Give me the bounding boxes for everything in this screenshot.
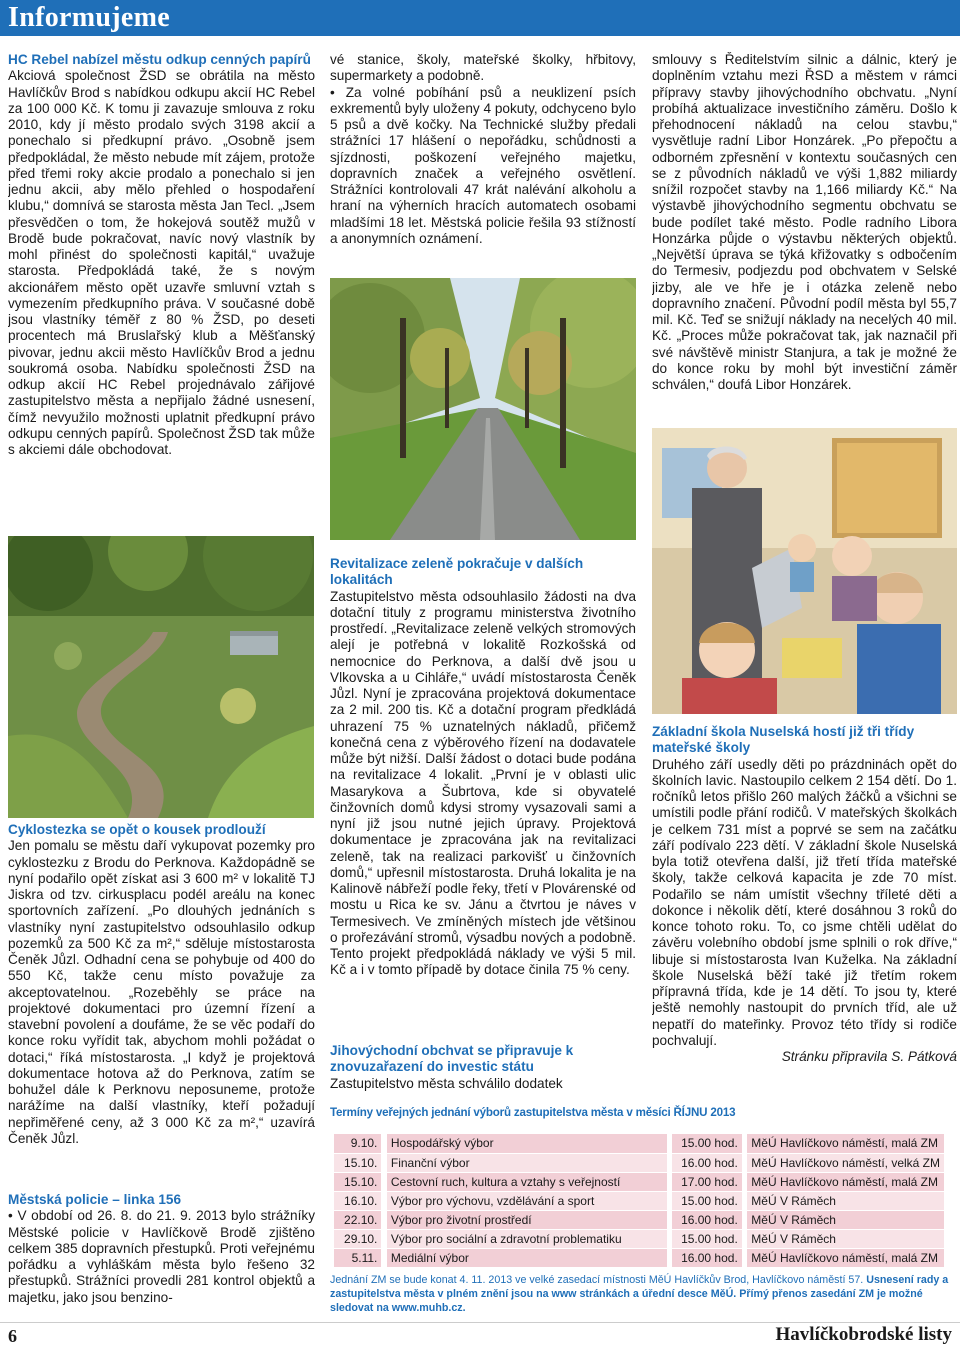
schedule-time: 15.00 hod.: [672, 1134, 742, 1153]
table-row: [334, 1191, 944, 1210]
schedule-place: MěÚ Havlíčkovo náměstí, velká ZM: [747, 1153, 944, 1172]
body-obchvat-cont: smlouvy s Ředitelstvím silnic a dálnic, který je doplněním vztahu mezi ŘSD a městem v rámci přípravy stavby jihovýchodního obchvatu. „Nyní probíhá aktualizace investičního záměru. Došlo k přehodnocení nákladů na celou stavbu,“ vysvětluje radní Libor Honzárek. „Po přepočtu a odborném zpřesnění v kontextu současných cen se z původních nákladů ve výši 1,882 miliardy snížil rozpočet stavby na 1,166 miliardy Kč.“ Na výstavbě jihovýchodního segmentu obchvatu se bude podílet také město. Podle radního Libora Honzárka půjde o výstavbu některých objektů. „Největší úprava se týká křižovatky s odbočením do Termesiv, podjezdu pod obchvatem v Selské jizby, ale ve hře je i otázka zeleně nebo dopravního značení. Původní podíl města byl 55,7 mil. Kč. Teď se snižují náklady na necelých 40 mil. Kč. „Proces může pokračovat tak, jak naznačil při své návštěvě ministr Stanjura, a tak je možné že do konce roku by mohl být investiční záměr schválen,“ doufá Libor Honzárek.: [652, 52, 957, 392]
body-mestska-policie: • V období od 26. 8. do 21. 9. 2013 bylo strážníky Městské policie v Havlíčkově Brodě zjištěno celkem 385 dopravních přestupků. Proti veřejnému pořádku a vyhláškám města bylo řešeno 32 přestupků. Strážníci provedli 281 kontrol objektů a majetku, jako jsou benzino-: [8, 1208, 315, 1306]
schedule-place: MěÚ Havlíčkovo náměstí, malá ZM: [747, 1172, 944, 1191]
schedule-place: MěÚ V Ráměch: [747, 1229, 944, 1248]
schedule-note: [330, 1273, 950, 1315]
table-row: [334, 1229, 944, 1248]
schedule-place: MěÚ Havlíčkovo náměstí, malá ZM: [747, 1134, 944, 1153]
body-cyklostezka: Jen pomalu se městu daří vykupovat pozemky pro cyklostezku z Brodu do Perknova. Každopádně se nyní podařilo opět získat asi 3 600 m² v lokalitě TJ Jiskra od tzv. cirkusplacu podél areálu na konec sportovních zařízení. „Po dlouhých jednáních s vlastníky nyní zastupitelstvo odsouhlasilo odkup pozemků za 500 Kč za m²,“ sděluje místostarosta Čeněk Jůzl. Odhadní cena se pohybuje od 400 do 550 Kč, takže cenu místo považuje za akceptovatelnou. „Rozeběhly se práce na projektové dokumentaci pro územní řízení a stavební povolení a doufáme, že se věc podaří do konce roku vyřídit tak, abychom mohli požádat o dotaci,“ říká místostarosta. „I když je projektová dokumentace hotova až do Perknova, zatím se bohužel dále k Perknovu neposuneme, protože narážíme na další vlastníky, kteří požadují nepřiměřené ceny, až 3 000 Kč za m²,“ uzavírá Čeněk Jůzl.: [8, 838, 315, 1146]
body-policie-cont: vé stanice, školy, mateřské školky, hřbitovy, supermarkety a podobně.: [330, 52, 636, 84]
schedule-time: 15.00 hod.: [672, 1191, 742, 1210]
article-zs-nuselska: [652, 724, 957, 1096]
table-row: [334, 1210, 944, 1229]
photo-school-children: [652, 428, 957, 714]
schedule-place: MěÚ V Ráměch: [747, 1210, 944, 1229]
body-obchvat: Zastupitelstvo města schválilo dodatek: [330, 1075, 563, 1091]
article-revitalizace: [330, 556, 636, 1050]
article-hc-rebel: [8, 52, 315, 528]
body-hc-rebel: Akciová společnost ŽSD se obrátila na město Havlíčkův Brod s nabídkou odkupu akcií HC Rebel za 100 000 Kč. K tomu ji zavazuje smlouva z roku 2010, kdy jí město prodalo svých 3198 akcií a ponechalo si předkupní právo. „Osobně jsem předpokládal, že město nebude mít zájem, protože před třemi roky akcie prodalo a ponechalo si jen jednu akcii, aby mělo přehled o hospodaření klubu,“ domnívá se starosta města Jan Tecl. „Jsem přesvědčen o tom, že hokejová soutěž mužů v Brodě bude pokračovat, navíc nový vlastník by mohl přinést do společnosti kapitál,“ uvažuje starosta. Předpokládá také, že s novým akcionářem město opět uzavře smluvní vztah s vymezením předkupního práva. V současné době jsou vlastníky téměř z 80 % ŽSD, po deseti procentech má Bruslařský klub a Měšťanský pivovar, jednu akcii město Havlíčkův Brod a jednu soukromá osoba. Nabídku společnosti ŽSD na odkup akcií HC Rebel projednávalo zářijové zastupitelstvo města a nepřijalo žádné usnesení, čímž nevyužilo možnosti uplatnit předkupní právo odkupu cenných papírů. Společnost ŽSD tak může s akciemi dále obchodovat.: [8, 68, 315, 457]
schedule-place: MěÚ V Ráměch: [747, 1191, 944, 1210]
schedule-title: Termíny veřejných jednání výborů zastupitelstva města v měsíci ŘÍJNU 2013: [330, 1106, 736, 1119]
article-obchvat: [330, 1043, 636, 1097]
article-policie-cont: [330, 52, 636, 272]
schedule-time: 16.00 hod.: [672, 1210, 742, 1229]
photo-alley-road: [330, 278, 636, 540]
table-row: [334, 1172, 944, 1191]
schedule-date: 15.10.: [334, 1153, 381, 1172]
section-title: Informujeme: [8, 2, 170, 33]
headline-cyklostezka: Cyklostezka se opět o kousek prodlouží: [8, 822, 266, 837]
headline-mestska-policie: Městská policie – linka 156: [8, 1192, 182, 1207]
table-row: [334, 1248, 944, 1267]
headline-zs-nuselska: Základní škola Nuselská hostí již tři třídy mateřské školy: [652, 724, 915, 756]
footer-divider: [0, 1322, 960, 1323]
page-signature: Stránku připravila S. Pátková: [781, 1049, 957, 1064]
schedule-time: 16.00 hod.: [672, 1153, 742, 1172]
schedule-date: 16.10.: [334, 1191, 381, 1210]
schedule-date: 29.10.: [334, 1229, 381, 1248]
schedule-date: 5.11.: [334, 1248, 381, 1267]
schedule-date: 15.10.: [334, 1172, 381, 1191]
body-zs-nuselska: Druhého září usedly děti po prázdninách opět do školních lavic. Nastoupilo celkem 2 154 dětí. Do 1. ročníků letos přišlo 260 malých žáčků a všichni se umístili podle přání rodičů. V mateřských školkách je celkem 731 míst a poprvé se sem na začátku září podívalo 223 dětí. V základní škole Nuselská byla totiž otevřena další, již třetí třída mateřské školy, takže celková kapacita je zde 70 míst. Podařilo se nám umístit všechny tříleté děti a dokonce i několik dětí, které dosáhnou 3 roků do konce tohoto roku. To, co jsme chtěli udělat do závěru volebního období jsme splnili o rok dříve,“ libuje si místostarosta Ivan Kuželka. Na základní škole Nuselská běží také již třetím rokem přípravná třída, kde je 14 dětí. To jsou ty, které ještě nemohly nastoupit do prvních tříd, ale už nepatří do mateřinky. Provoz této třídy si rodiče pochvalují.: [652, 756, 957, 1048]
masthead-banner: [0, 0, 960, 36]
body-revitalizace: Zastupitelstvo města odsouhlasilo žádosti na dva dotační tituly z programu ministerstva životního prostředí. „Revitalizace zeleně velkých stromových alejí je potřebná v lokalitě Rozkošská od nemocnice do Perknova, a další dvě jsou u Vlkovska a u Cihláře,“ uvádí místostarosta Čeněk Jůzl. Nyní je zpracována projektová dokumentace za 2 mil. 200 tis. Kč a dotační program předkládá uhrazení 75 % uznatelných nákladů, přičemž konečná cena z výběrového řízení na dodavatele může být nižší. Další žádost o dotaci bude podána na revitalizace 4 lokalit. „První je v oblasti ulic Masarykova a Šubrtova, kde si obyvatelé činžovních domů kdysi stromy vysazovali sami a nyní již jsou nutné jejich úpravy. Projektová dokumentace je zpracována jak na revitalizaci zeleně, tak na realizaci parkovišť u činžovních domů,“ upřesnil místostarosta. Druhá lokalita je na Kalinově nábřeží podle řeky, třetí v Plovárenské od mostu u Rica ke sv. Jánu a čtvrtou je náves v Termesivech. Ve zmíněných místech jde většinou o prořezávání stromů, výsadbu nových a podobně. Tento projekt předpokládá náklady ve výši 5 mil. Kč a i v tomto případě by dotace činila 75 % ceny.: [330, 588, 636, 978]
schedule-note-bold: Usnesení rady a zastupitelstva města v plném znění jsou na www stránkách a úřední desce MěÚ. Přímý přenos zasedání ZM je možné sledovat na www.muhb.cz.: [330, 1274, 949, 1314]
schedule-committee: Mediální výbor: [387, 1248, 667, 1267]
headline-hc-rebel: HC Rebel nabízel městu odkup cenných papírů: [8, 52, 311, 67]
body-policie-cont2: • Za volné pobíhání psů a neuklizení psích exkrementů byly uloženy 4 pokuty, odchyceno bylo 5 psů a dvě kočky. Na Technické služby předali strážníci 17 hlášení o nepořádku, schůdnosti a sjízdnosti, poškození veřejného majetku, dopravních značek a veřejného osvětlení. Strážníci kontrolovali 47 krát nalévání alkoholu a hraní na výherních hracích automatech osobami mladšími 18 let. Městská policie řešila 93 stížností a anonymních oznámení.: [330, 85, 636, 248]
schedule-time: 15.00 hod.: [672, 1229, 742, 1248]
newspaper-name: Havlíčkobrodské listy: [775, 1324, 952, 1345]
schedule-time: 17.00 hod.: [672, 1172, 742, 1191]
headline-obchvat: Jihovýchodní obchvat se připravuje k znovuzařazení do investic státu: [330, 1043, 574, 1075]
article-cyklostezka: [8, 822, 315, 1190]
schedule-time: 16.00 hod.: [672, 1248, 742, 1267]
schedule-committee: Hospodářský výbor: [387, 1134, 667, 1153]
schedule-committee: Finanční výbor: [387, 1153, 667, 1172]
schedule-date: 22.10.: [334, 1210, 381, 1229]
article-mestska-policie: [8, 1192, 315, 1312]
schedule-committee: Výbor pro životní prostředí: [387, 1210, 667, 1229]
schedule-committee: Výbor pro výchovu, vzdělávání a sport: [387, 1191, 667, 1210]
photo-path-meadow: [8, 536, 314, 818]
headline-revitalizace: Revitalizace zeleně pokračuje v dalších lokalitách: [330, 556, 584, 588]
page-number: 6: [8, 1326, 17, 1346]
schedule-table: [334, 1134, 944, 1268]
schedule-place: MěÚ Havlíčkovo náměstí, malá ZM: [747, 1248, 944, 1267]
table-row: [334, 1134, 944, 1153]
schedule-committee: Cestovní ruch, kultura a vztahy s veřejností: [387, 1172, 667, 1191]
schedule-date: 9.10.: [334, 1134, 381, 1153]
schedule-note-plain: Jednání ZM se bude konat 4. 11. 2013 ve velké zasedací místnosti MěÚ Havlíčkův Brod, Havlíčkovo náměstí 57.: [330, 1274, 867, 1286]
article-obchvat-cont: [652, 52, 957, 424]
table-row: [334, 1153, 944, 1172]
schedule-committee: Výbor pro sociální a zdravotní problematiku: [387, 1229, 667, 1248]
